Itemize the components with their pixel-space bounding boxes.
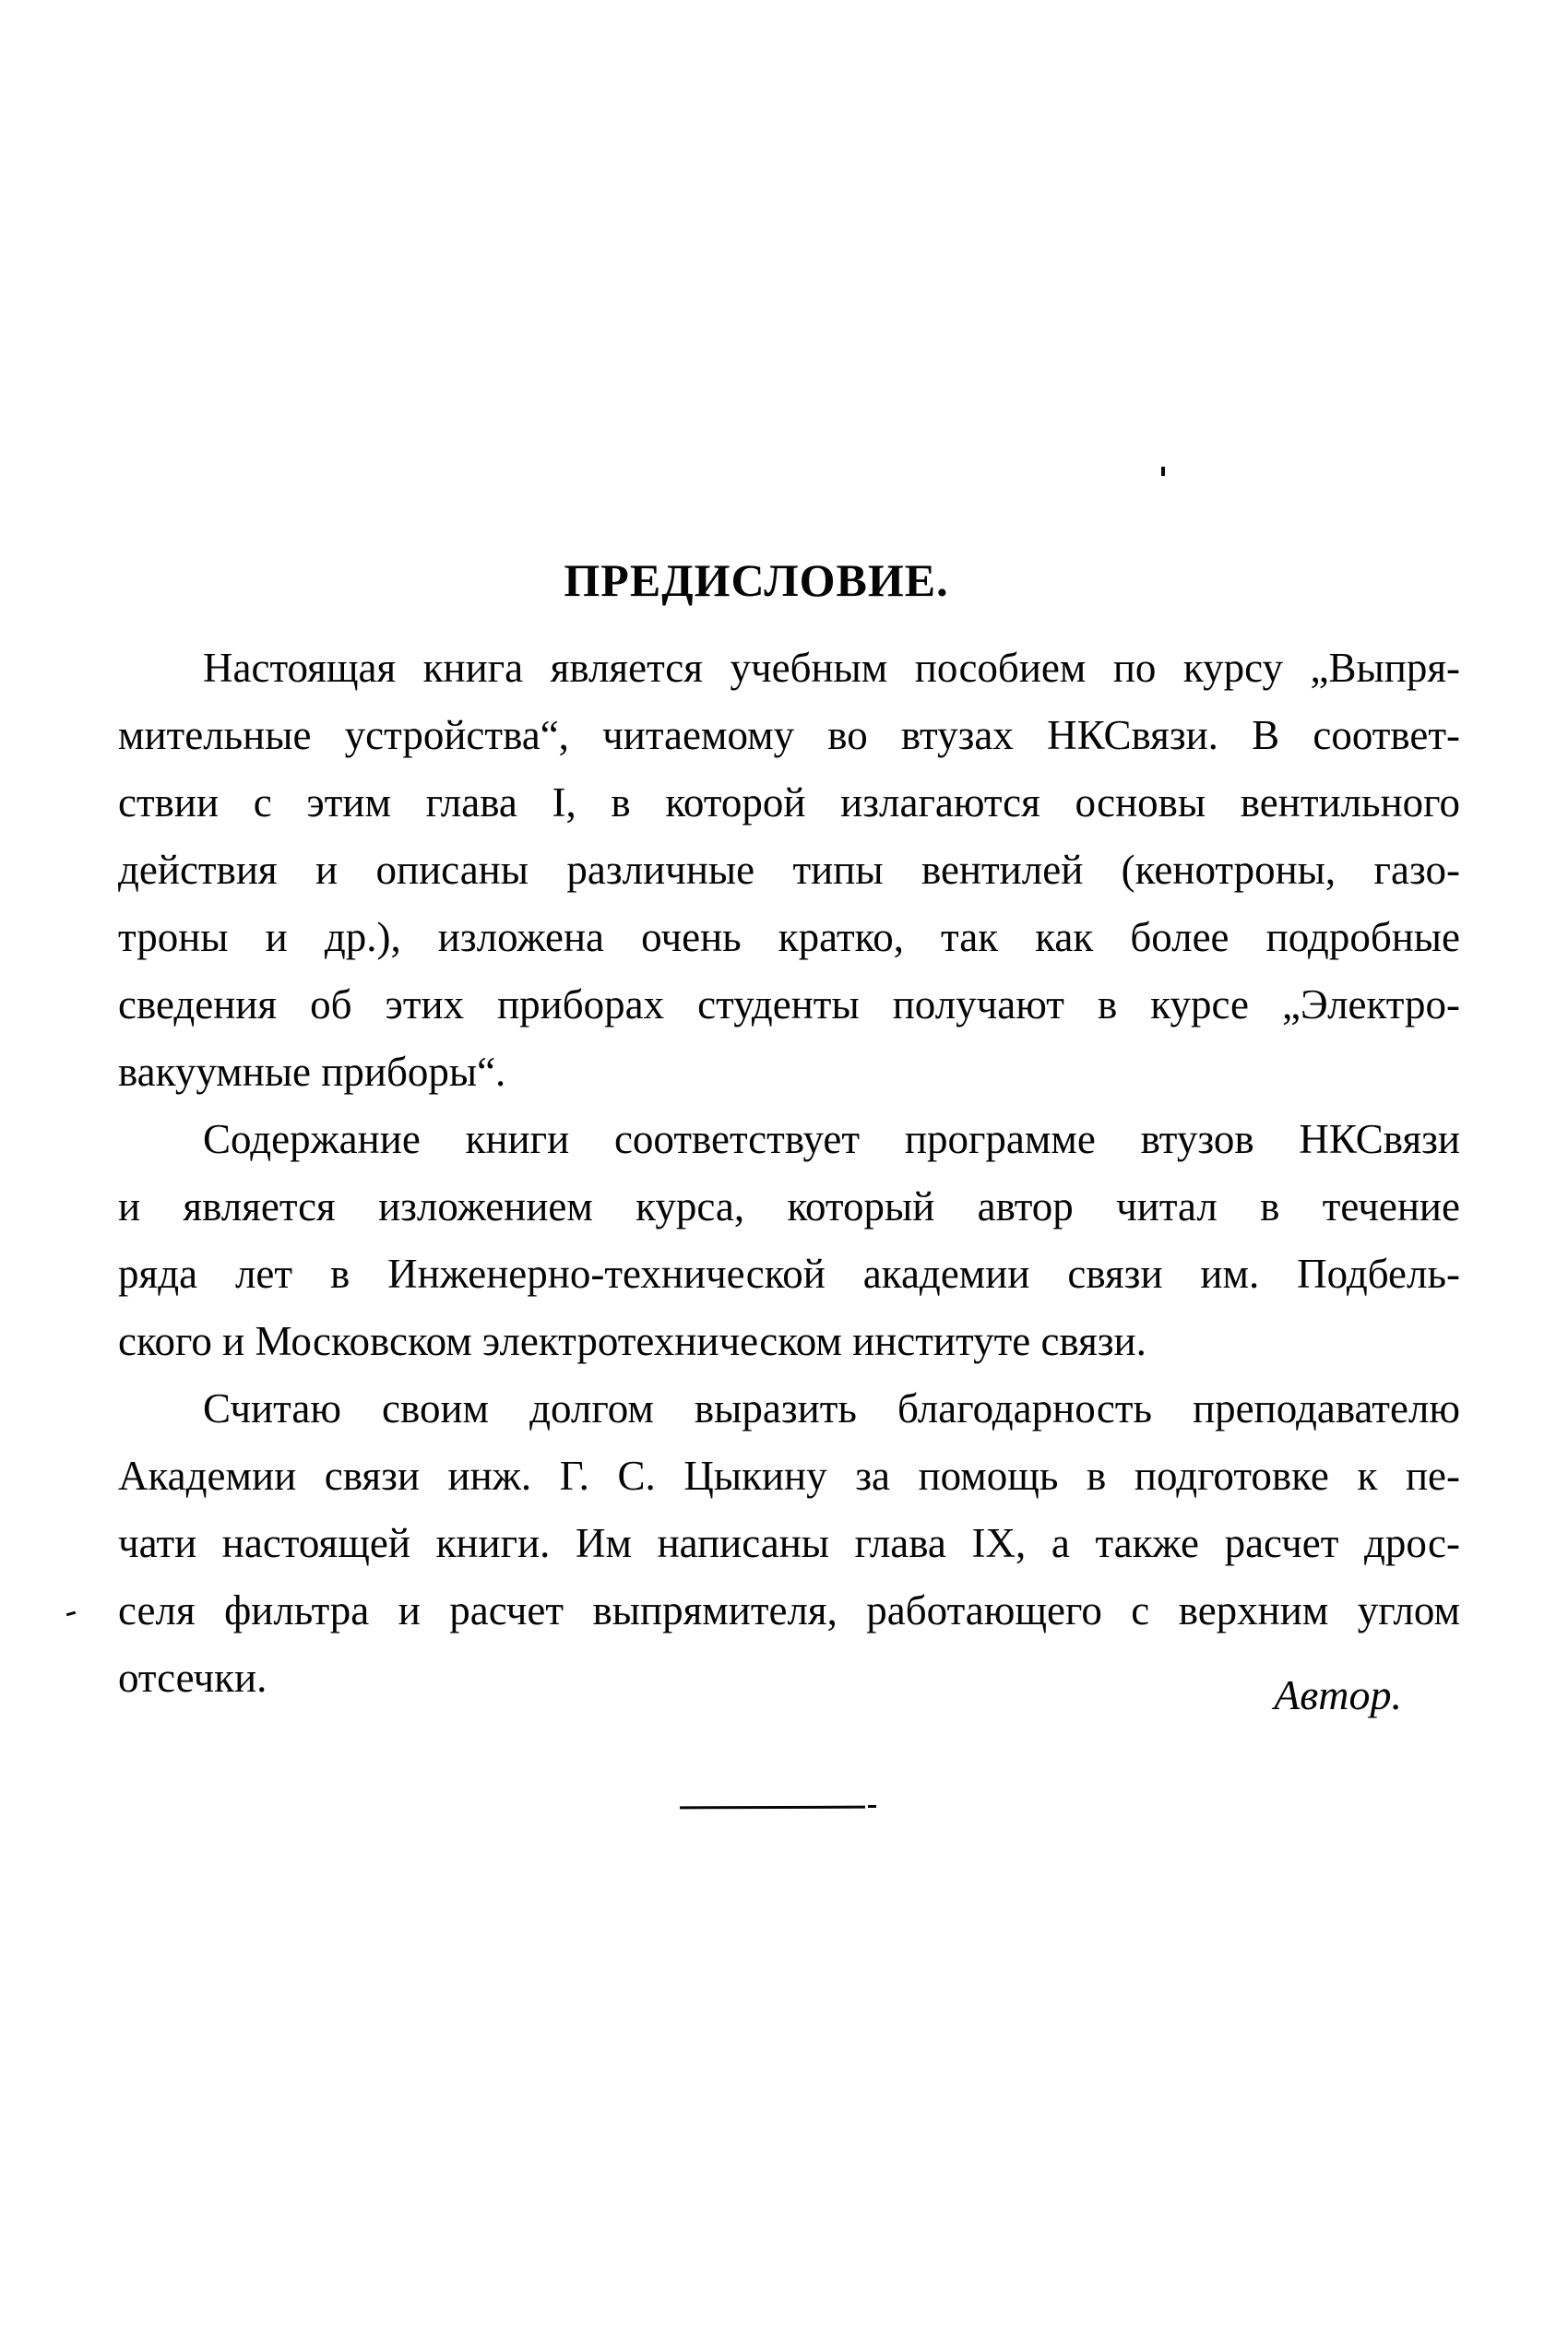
text-line: ряда лет в Инженерно-технической академии связи им. Подбель-	[118, 1251, 1460, 1297]
text-line: Настоящая книга является учебным пособием по курсу „Выпря-	[203, 645, 1460, 691]
text-line: отсечки.	[118, 1655, 267, 1701]
text-line: действия и описаны различные типы вентилей (кенотроны, газо-	[118, 847, 1460, 893]
text-line: и является изложением курса, который автор читал в течение	[118, 1183, 1460, 1229]
text-line: ствии с этим глава I, в которой излагаются основы вентильного	[118, 779, 1460, 826]
text-line: ского и Московском электротехническом институте связи.	[118, 1318, 1146, 1364]
text-line: селя фильтра и расчет выпрямителя, работающего с верхним углом	[118, 1587, 1460, 1633]
text-line: чати настоящей книги. Им написаны глава IX, а также расчет дрос-	[118, 1520, 1460, 1566]
text-line: Академии связи инж. Г. С. Цыкину за помощь в подготовке к пе-	[118, 1453, 1460, 1499]
section-divider	[680, 1806, 865, 1810]
text-line: мительные устройства“, читаемому во втузах НКСвязи. В соответ-	[118, 712, 1460, 758]
text-line: вакуумные приборы“.	[118, 1049, 506, 1095]
text-line: Содержание книги соответствует программе втузов НКСвязи	[203, 1116, 1460, 1162]
preface-text-block	[118, 635, 1460, 1712]
section-divider-dash	[868, 1805, 876, 1808]
author-signature: Автор.	[1274, 1671, 1402, 1718]
text-line: сведения об этих приборах студенты получают в курсе „Электро-	[118, 981, 1460, 1028]
text-line: Считаю своим долгом выразить благодарность преподавателю	[203, 1385, 1460, 1431]
scan-artifact-dot	[1161, 467, 1165, 476]
page-title: ПРЕДИСЛОВИЕ.	[564, 553, 949, 606]
scan-artifact-dash	[66, 1611, 76, 1616]
text-line: троны и др.), изложена очень кратко, так как более подробные	[118, 914, 1460, 960]
